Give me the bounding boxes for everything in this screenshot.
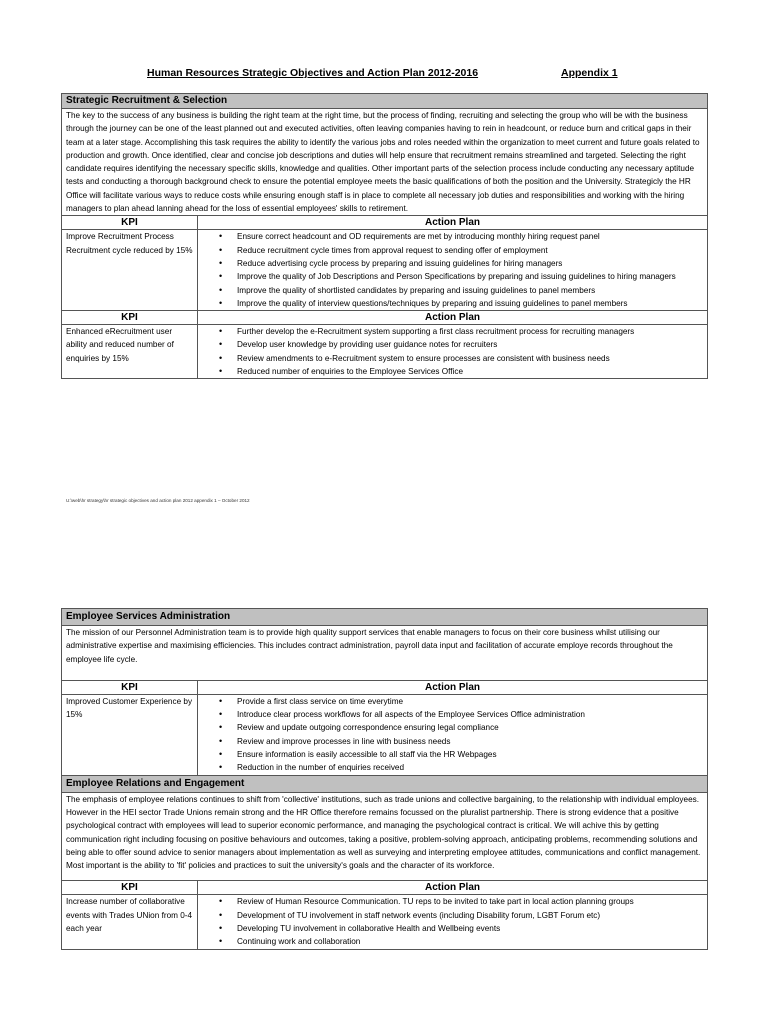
action-item: • Reduce recruitment cycle times from approval request to sending offer of employment <box>237 244 703 257</box>
action-list <box>202 695 703 775</box>
section-intro: The key to the success of any business is building the right team at the right time, but the process of finding, recruiting and selecting the group who will be with the business through the journey can be one of the least planned out and executed activities, often leaving companies having to rein in headcount, or reduce burn and critical gaps in their team at a later stage. Accomplishing this task requires the ability to identify the various jobs and roles needed within the organization to meet current and future goals related to production and growth. Once identified, clear and concise job descriptions and duties will help ensure that recruitment remains streamlined and targeted. Selecting the right candidate requires identifying the necessary specific skills, knowledge and qualities. Other important parts of the selection process include conducting any necessary aptitude tests and conducting a thorough background check to ensure the potential employee meets the basic qualifications of both the position and the University. Strategicly the HR Office will facilitate various ways to reduce costs while ensuring enough staff is in place to complete all necessary job duties and responsibilities and working with the hiring managers to plan ahead lanning ahead for the loss of essential employees' skills to retirement. <box>62 109 708 216</box>
action-item: • Ensure correct headcount and OD requirements are met by introducing monthly hiring request panel <box>237 230 703 243</box>
action-item: • Improve the quality of shortlisted candidates by preparing and issuing guidelines to panel members <box>237 284 703 297</box>
document-title: Human Resources Strategic Objectives and Action Plan 2012-2016 <box>147 67 479 79</box>
kpi-cell: Improve Recruitment Process Recruitment cycle reduced by 15% <box>62 230 198 311</box>
action-list <box>202 230 703 310</box>
action-item: • Improve the quality of interview questions/techniques by preparing and issuing guidelines to panel members <box>237 297 703 310</box>
action-item: • Review and improve processes in line with business needs <box>237 735 703 748</box>
action-item: • Reduction in the number of enquiries received <box>237 761 703 774</box>
action-item: • Introduce clear process workflows for all aspects of the Employee Services Office administration <box>237 708 703 721</box>
section-heading: Employee Relations and Engagement <box>62 775 708 792</box>
file-path-footer: U:\web\hr strategy\hr strategic objectives and action plan 2012 appendix 1 – October 2012 <box>66 498 250 503</box>
document-title-line <box>0 67 768 81</box>
recruitment-section-table <box>61 93 708 379</box>
section-heading: Employee Services Administration <box>62 609 708 626</box>
action-item: • Develop user knowledge by providing user guidance notes for recruiters <box>237 338 703 351</box>
action-item: • Review and update outgoing correspondence ensuring legal compliance <box>237 721 703 734</box>
action-item: • Development of TU involvement in staff network events (including Disability forum, LGBT Forum etc) <box>237 909 703 922</box>
action-item: • Further develop the e-Recruitment system supporting a first class recruitment process for recruiting managers <box>237 325 703 338</box>
kpi-row <box>62 230 708 311</box>
kpi-column-header: KPI <box>62 216 198 230</box>
action-plan-column-header: Action Plan <box>198 216 708 230</box>
action-item: • Developing TU involvement in collaborative Health and Wellbeing events <box>237 922 703 935</box>
kpi-cell: Enhanced eRecruitment user ability and reduced number of enquiries by 15% <box>62 325 198 379</box>
action-plan-cell <box>198 694 708 775</box>
action-item: • Review amendments to e-Recruitment system to ensure processes are consistent with business needs <box>237 352 703 365</box>
action-item: • Reduce advertising cycle process by preparing and issuing guidelines for hiring managers <box>237 257 703 270</box>
kpi-row <box>62 325 708 379</box>
kpi-row <box>62 895 708 949</box>
action-item: • Review of Human Resource Communication. TU reps to be invited to take part in local action planning groups <box>237 895 703 908</box>
action-plan-cell <box>198 895 708 949</box>
action-item: • Reduced number of enquiries to the Employee Services Office <box>237 365 703 378</box>
action-plan-cell <box>198 230 708 311</box>
kpi-cell: Improved Customer Experience by 15% <box>62 694 198 775</box>
action-item: • Ensure information is easily accessible to all staff via the HR Webpages <box>237 748 703 761</box>
kpi-cell: Increase number of collaborative events with Trades UNion from 0-4 each year <box>62 895 198 949</box>
action-item: • Provide a first class service on time everytime <box>237 695 703 708</box>
section-intro: The emphasis of employee relations continues to shift from 'collective' institutions, such as trade unions and collective bargaining, to the relationship with individual employees. However in the HEI sector Trade Unions remain strong and the HR Office therefore remains focussed on the pluralist partnership. There is strong evidence that a positive psychological contract with employees will lead to superior economic performance, and managing the psychological contract is critical. We will achive this by getting communication right including focusing on positive behaviours and outcomes, taking a positive, problem-solving approach, anticipating problems, recommending solutions and being able to offer sound advice to senior managers about implementation as well as surveying and interpreting employee attitudes, communications and conflict management. Most important is the ability to 'fit' policies and practices to suit the university's goals and the character of its workforce. <box>62 792 708 881</box>
appendix-label: Appendix 1 <box>561 67 618 79</box>
services-relations-section-table <box>61 608 708 950</box>
action-plan-column-header: Action Plan <box>198 881 708 895</box>
action-item: • Improve the quality of Job Descriptions and Person Specifications by preparing and issuing guidelines to hiring managers <box>237 270 703 283</box>
kpi-column-header: KPI <box>62 881 198 895</box>
kpi-column-header: KPI <box>62 680 198 694</box>
action-list <box>202 895 703 948</box>
action-plan-column-header: Action Plan <box>198 311 708 325</box>
action-list <box>202 325 703 378</box>
kpi-column-header: KPI <box>62 311 198 325</box>
action-item: • Continuing work and collaboration <box>237 935 703 948</box>
kpi-row <box>62 694 708 775</box>
section-intro: The mission of our Personnel Administration team is to provide high quality support services that enable managers to focus on their core business whilst utilising our administrative expertise and maximising efficiencies. This includes contract administration, payroll data input and facilitation of accurate employe records throughout the employee life cycle. <box>62 626 708 681</box>
section-heading: Strategic Recruitment & Selection <box>62 94 708 109</box>
action-plan-column-header: Action Plan <box>198 680 708 694</box>
action-plan-cell <box>198 325 708 379</box>
